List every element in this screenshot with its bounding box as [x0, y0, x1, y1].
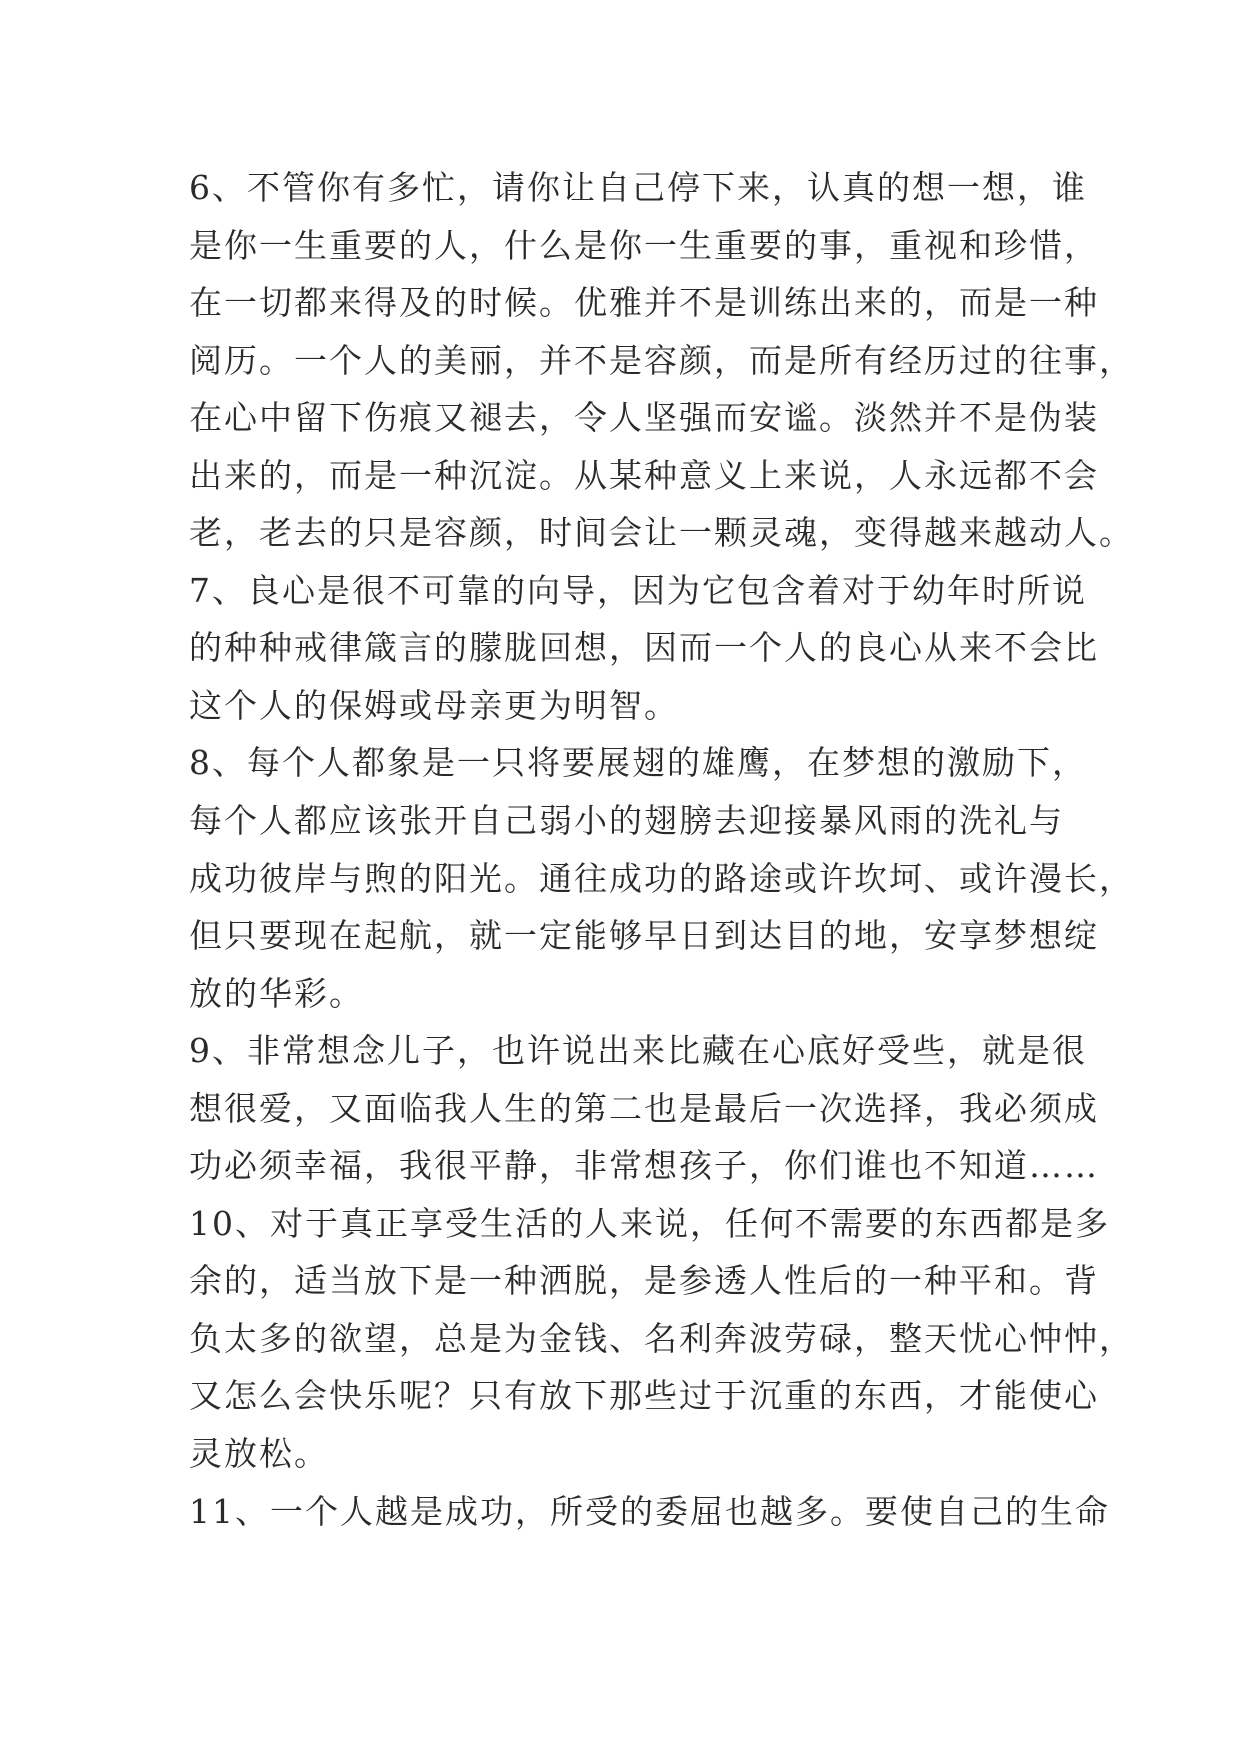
text-line: 放的华彩。	[189, 973, 364, 1013]
text-line: 但只要现在起航，就一定能够早日到达目的地，安享梦想绽	[189, 916, 1099, 956]
text-line: 老，老去的只是容颜，时间会让一颗灵魂，变得越来越动人。	[189, 513, 1134, 553]
text-line: 11、一个人越是成功，所受的委屈也越多。要使自己的生命	[189, 1491, 1110, 1531]
text-line: 6、不管你有多忙，请你让自己停下来，认真的想一想，谁	[189, 168, 1087, 207]
text-line: 这个人的保姆或母亲更为明智。	[189, 685, 679, 725]
text-line: 负太多的欲望，总是为金钱、名利奔波劳碌，整天忧心忡忡，	[189, 1318, 1134, 1358]
text-line: 灵放松。	[189, 1434, 329, 1474]
text-line: 10、对于真正享受生活的人来说，任何不需要的东西都是多	[189, 1203, 1110, 1243]
text-line: 的种种戒律箴言的朦胧回想，因而一个人的良心从来不会比	[189, 628, 1099, 668]
text-line: 想很爱，又面临我人生的第二也是最后一次选择，我必须成	[189, 1088, 1099, 1128]
text-line: 8、每个人都象是一只将要展翅的雄鹰，在梦想的激励下，	[189, 743, 1087, 783]
text-line: 阅历。一个人的美丽，并不是容颜，而是所有经历过的往事，	[189, 340, 1134, 380]
text-line: 余的，适当放下是一种洒脱，是参透人性后的一种平和。背	[189, 1261, 1099, 1301]
text-line: 在心中留下伤痕又褪去，令人坚强而安谧。淡然并不是伪装	[189, 398, 1099, 438]
text-line: 7、良心是很不可靠的向导，因为它包含着对于幼年时所说	[189, 570, 1087, 610]
text-line: 是你一生重要的人，什么是你一生重要的事，重视和珍惜，	[189, 225, 1099, 265]
text-line: 成功彼岸与煦的阳光。通往成功的路途或许坎坷、或许漫长，	[189, 858, 1134, 898]
document-body	[189, 159, 1134, 1540]
text-line: 功必须幸福，我很平静，非常想孩子，你们谁也不知道……	[189, 1146, 1099, 1186]
text-line: 9、非常想念儿子，也许说出来比藏在心底好受些，就是很	[189, 1031, 1087, 1071]
text-line: 在一切都来得及的时候。优雅并不是训练出来的，而是一种	[189, 283, 1099, 323]
text-line: 每个人都应该张开自己弱小的翅膀去迎接暴风雨的洗礼与	[189, 801, 1064, 841]
text-line: 出来的，而是一种沉淀。从某种意义上来说，人永远都不会	[189, 455, 1099, 495]
text-line: 又怎么会快乐呢？只有放下那些过于沉重的东西，才能使心	[189, 1376, 1099, 1416]
